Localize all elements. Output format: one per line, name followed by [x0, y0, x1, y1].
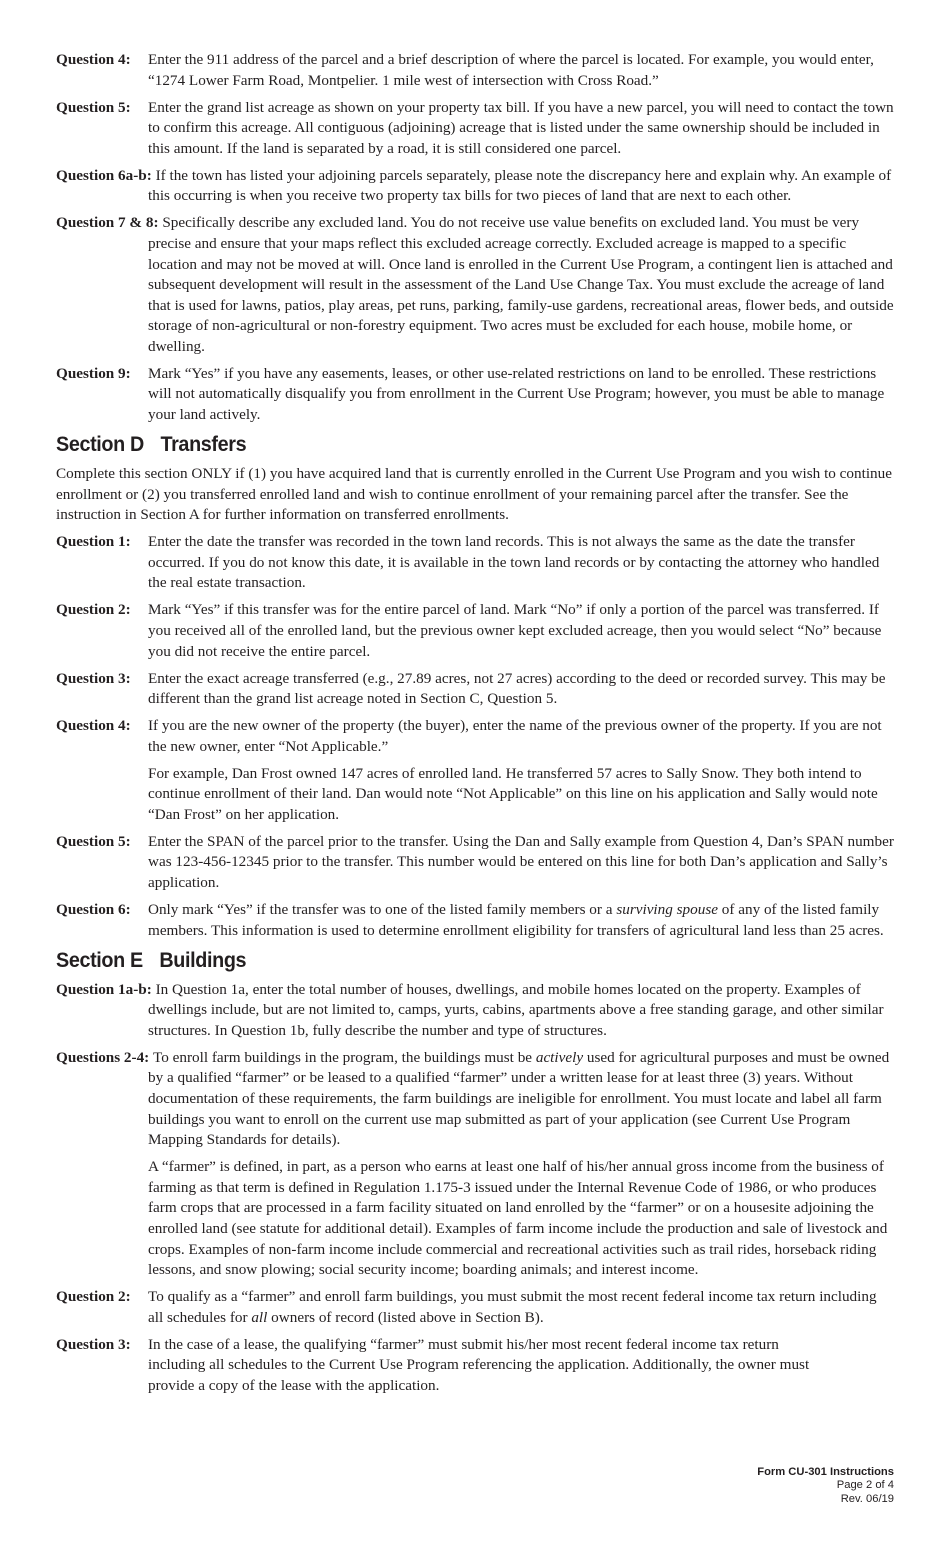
question-label: Question 2:: [56, 1288, 131, 1306]
question-item: [56, 1335, 836, 1397]
question-item: [56, 980, 894, 1042]
question-item: [56, 900, 894, 941]
question-label: Question 3:: [56, 1335, 131, 1353]
form-name: Form CU-301 Instructions: [757, 1466, 894, 1478]
question-item: [56, 532, 894, 594]
text-segment: Only mark “Yes” if the transfer was to one of the listed family members or a: [148, 901, 617, 919]
section-e-heading: [56, 948, 827, 973]
question-label: Question 6:: [56, 901, 131, 919]
question-text: Enter the date the transfer was recorded in the town land records. This is not always the same as the date the transfer occurred. If you do not know this date, it is available in the town land records or by contacting the attorney who handled the real estate transaction.: [148, 533, 880, 592]
question-item: [56, 213, 894, 357]
question-text: Mark “Yes” if you have any easements, leases, or other use-related restrictions on land to be enrolled. These restrictions will not automatically disqualify you from enrollment in the Current Use Program; however, you must be able to manage your land actively.: [148, 364, 885, 424]
question-text: Enter the SPAN of the parcel prior to the transfer. Using the Dan and Sally example from Question 4, Dan’s SPAN number was 123-456-12345 prior to the transfer. This number would be entered on this line for both Dan’s application and Sally’s application.: [148, 832, 894, 892]
question-label: Question 6a-b:: [56, 166, 156, 184]
section-d-intro: Complete this section ONLY if (1) you have acquired land that is currently enrolled in the Current Use Program and you wish to continue enrollment or (2) you transferred enrolled land and wish to continue enrollment of your remaining parcel after the transfer. See the instruction in Section A for further information on transferred enrollments.: [56, 465, 892, 524]
revision: Rev. 06/19: [840, 1492, 894, 1505]
question-example: For example, Dan Frost owned 147 acres of enrolled land. He transferred 57 acres to Sally Snow. They both intend to continue enrollment of their land. Dan would note “Not Applicable” on this line on his application and Sally would note “Dan Frost” on her application.: [148, 764, 878, 823]
text-segment: To qualify as a “farmer” and enroll farm buildings, you must submit the most recent federal income tax return including all schedules for: [148, 1288, 877, 1326]
question-label: Question 5:: [56, 832, 131, 850]
question-label: Question 5:: [56, 98, 131, 116]
italic-term: all: [251, 1308, 268, 1326]
question-item: [56, 166, 894, 207]
farmer-definition: A “farmer” is defined, in part, as a person who earns at least one half of his/her annual gross income from the business of farming as that term is defined in Regulation 1.175-3 issued under the Internal Revenue Code of 1986, or who produces farm crops that are processed in a farm facility situated on land enrolled by the “farmer” or on a housesite adjoining the enrolled land (see statute for additional detail). Examples of farm income include the production and sale of livestock and crops. Examples of non-farm income include commercial and recreational activities such as trail rides, horseback riding lessons, and snow plowing; social security income; boarding animals; and interest income.: [148, 1158, 888, 1279]
text-segment: used for agricultural purposes and must be owned by a qualified “farmer” or be leased to a qualified “farmer” under a written lease for at least three (3) years. Without documentation of these requirements, the farm buildings are ineligible for enrollment. You must locate and label all farm buildings you want to enroll on the current use map submitted as part of your application (see Current Use Program Mapping Standards for details).: [148, 1048, 890, 1149]
question-item: [56, 1287, 894, 1328]
question-text: If you are the new owner of the property (the buyer), enter the name of the previous owner of the property. If you are not the new owner, enter “Not Applicable.”: [148, 717, 882, 755]
section-e-letter: Section E: [56, 947, 143, 972]
question-text: In the case of a lease, the qualifying “farmer” must submit his/her most recent federal income tax return including all schedules to the Current Use Program referencing the application. Additionally, the owner must provide a copy of the lease with the application.: [148, 1335, 810, 1394]
question-item: [56, 364, 894, 426]
instructions-page: [56, 50, 894, 1403]
question-text: [148, 1049, 889, 1148]
question-item: [56, 716, 894, 757]
question-text: [148, 1287, 894, 1328]
question-item: [56, 600, 894, 662]
question-item: [56, 98, 894, 160]
question-text: Mark “Yes” if this transfer was for the entire parcel of land. Mark “No” if only a portion of the parcel was transferred. If you received all of the enrolled land, but the previous owner kept excluded acreage, then you would select “No” because you did not receive the entire parcel.: [148, 601, 882, 660]
question-label: Questions 2-4:: [56, 1048, 154, 1066]
page-footer: [757, 1466, 894, 1506]
text-segment: owners of record (listed above in Section B).: [267, 1308, 544, 1326]
question-item: [56, 669, 894, 710]
question-text: Enter the exact acreage transferred (e.g., 27.89 acres, not 27 acres) according to the deed or recorded survey. This may be different than the grand list acreage noted in Section C, Question 5.: [148, 669, 886, 708]
question-text: If the town has listed your adjoining parcels separately, please note the discrepancy here and explain why. An example of this occurring is when you receive two property tax bills for two pieces of land that are next to each other.: [148, 166, 892, 205]
page-number: Page 2 of 4: [836, 1479, 894, 1492]
italic-term: surviving spouse: [616, 901, 718, 919]
question-text: Specifically describe any excluded land. You do not receive use value benefits on excluded land. You must be very precise and ensure that your maps reflect this excluded acreage correctly. Excluded acreage is mapped to a specific location and may not be moved at will. Once land is enrolled in the Current Use Program, a contingent lien is attached and subsequent development will result in the assessment of the Land Use Change Tax. You must exclude the acreage of land that is used for lawns, patios, play areas, pet runs, parking, family-use gardens, recreational areas, flower beds, and outside storage of non-agricultural or non-forestry equipment. Two acres must be excluded for each house, mobile home, or dwelling.: [148, 214, 894, 355]
question-label: Question 1a-b:: [56, 980, 156, 998]
question-label: Question 3:: [56, 669, 131, 687]
section-d-letter: Section D: [56, 432, 144, 457]
question-label: Question 4:: [56, 717, 131, 735]
section-e-title: Buildings: [159, 947, 247, 972]
question-text: Enter the grand list acreage as shown on your property tax bill. If you have a new parcel, you will need to contact the town to confirm this acreage. All contiguous (adjoining) acreage that is listed under the same ownership should be included in this amount. If the land is separated by a road, it is still considered one parcel.: [148, 98, 894, 157]
text-segment: To enroll farm buildings in the program, the buildings must be: [153, 1048, 536, 1066]
text-segment: of any of the listed family members. This information is used to determine enrollment eligibility for transfers of agricultural land less than 25 acres.: [148, 901, 884, 939]
italic-term: actively: [535, 1048, 584, 1066]
question-label: Question 7 & 8:: [56, 214, 163, 232]
question-text: In Question 1a, enter the total number of houses, dwellings, and mobile homes located on the property. Examples of dwellings include, but are not limited to, camps, yurts, cabins, apartments above a free standing garage, and other similar structures. In Question 1b, fully describe the number and type of structures.: [148, 980, 884, 1039]
question-label: Question 1:: [56, 533, 131, 551]
question-item: [56, 50, 894, 91]
question-label: Question 2:: [56, 601, 131, 619]
section-d-title: Transfers: [160, 432, 247, 457]
question-label: Question 4:: [56, 51, 131, 68]
question-label: Question 9:: [56, 364, 131, 382]
question-item: [56, 832, 894, 894]
question-text: [148, 900, 894, 941]
section-d-heading: [56, 432, 827, 457]
question-item: [56, 1048, 894, 1151]
question-text: Enter the 911 address of the parcel and a brief description of where the parcel is located. For example, you would enter, “1274 Lower Farm Road, Montpelier. 1 mile west of intersection with Cross Road.”: [148, 51, 874, 89]
